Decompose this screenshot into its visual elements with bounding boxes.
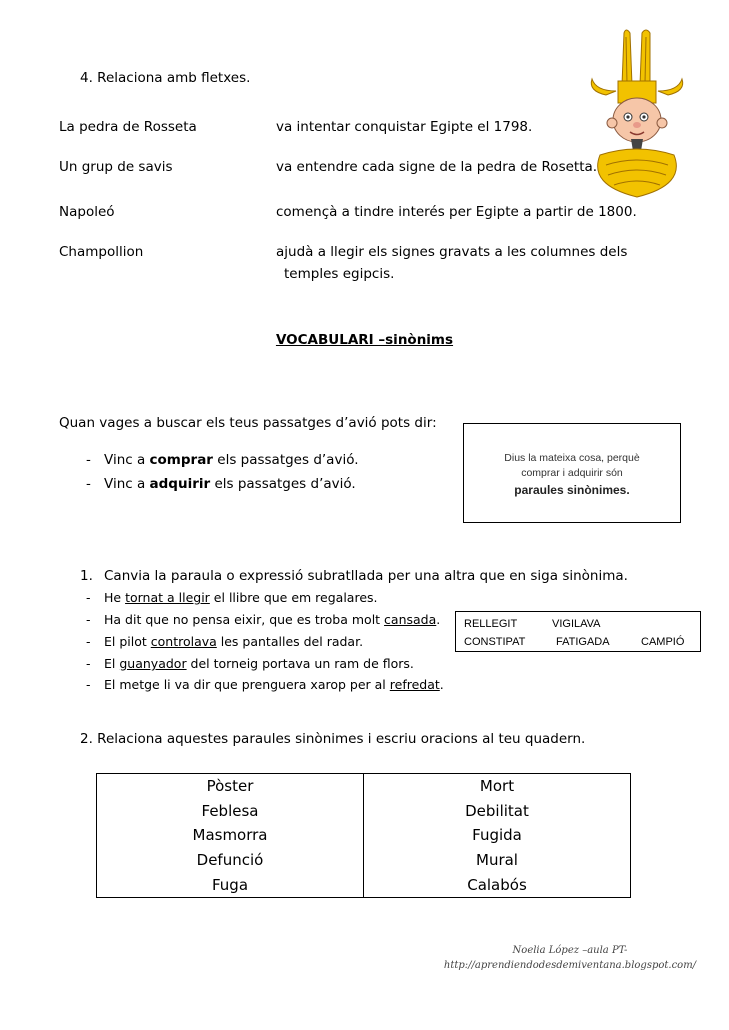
table-cell: Calabós <box>364 872 631 897</box>
table-cell: Mort <box>364 774 631 799</box>
word-bank-box <box>455 611 701 652</box>
bullet: - <box>86 590 91 605</box>
table-cell: Fugida <box>364 823 631 848</box>
bullet: - <box>86 656 91 671</box>
table-cell: Mural <box>364 848 631 873</box>
list-item: El metge li va dir que prenguera xarop per al refredat. <box>104 677 444 692</box>
match-left-item: Champollion <box>59 244 144 260</box>
bullet: - <box>86 677 91 692</box>
exercise4-heading: 4. Relaciona amb fletxes. <box>80 70 251 86</box>
blog-url: http://aprendiendodesdemiventana.blogspot.com/ <box>443 960 697 971</box>
table-cell: Defunció <box>97 848 364 873</box>
section-title: VOCABULARI –sinònims <box>275 332 454 348</box>
table-row <box>97 774 631 799</box>
bullet: - <box>86 634 91 649</box>
match-right-item: ajudà a llegir els signes gravats a les columnes dels <box>276 244 628 260</box>
table-row <box>97 872 631 897</box>
bullet: - <box>86 452 91 468</box>
footer-credit <box>440 943 700 973</box>
word-bank-item: CAMPIÓ <box>641 636 685 648</box>
word-bank-item: FATIGADA <box>556 636 610 648</box>
list-item: El guanyador del torneig portava un ram de flors. <box>104 656 414 671</box>
table-row <box>97 848 631 873</box>
note-line: Dius la mateixa cosa, perquè <box>504 452 640 464</box>
exercise1-number: 1. <box>80 568 93 584</box>
word-bank-item: RELLEGIT <box>464 618 518 630</box>
note-emphasis: paraules sinònimes. <box>514 483 630 497</box>
list-item: He tornat a llegir el llibre que em regalares. <box>104 590 378 605</box>
synonym-table <box>96 773 631 898</box>
bullet: - <box>86 612 91 627</box>
table-cell: Feblesa <box>97 799 364 824</box>
word-bank-item: CONSTIPAT <box>464 636 526 648</box>
table-row <box>97 823 631 848</box>
table-cell: Debilitat <box>364 799 631 824</box>
match-right-item: va intentar conquistar Egipte el 1798. <box>276 119 533 135</box>
table-row <box>97 799 631 824</box>
match-right-item: començà a tindre interés per Egipte a partir de 1800. <box>276 204 637 220</box>
table-cell: Fuga <box>97 872 364 897</box>
exercise2-heading: 2. Relaciona aquestes paraules sinònimes i escriu oracions al teu quadern. <box>80 731 586 747</box>
table-cell: Pòster <box>97 774 364 799</box>
synonym-note-box <box>463 423 681 523</box>
match-right-item: va entendre cada signe de la pedra de Rosetta. <box>276 159 598 175</box>
note-line: comprar i adquirir són <box>521 467 623 479</box>
example-sentence: Vinc a comprar els passatges d’avió. <box>104 452 359 468</box>
author-line: Noelia López –aula PT- <box>512 945 628 956</box>
word-bank-item: VIGILAVA <box>552 618 601 630</box>
list-item: El pilot controlava les pantalles del radar. <box>104 634 364 649</box>
table-cell: Masmorra <box>97 823 364 848</box>
bullet: - <box>86 476 91 492</box>
pharaoh-illustration <box>586 25 690 205</box>
match-right-item-cont: temples egipcis. <box>284 266 395 282</box>
match-left-item: Un grup de savis <box>59 159 173 175</box>
list-item: Ha dit que no pensa eixir, que es troba molt cansada. <box>104 612 441 627</box>
example-sentence: Vinc a adquirir els passatges d’avió. <box>104 476 356 492</box>
vocab-intro: Quan vages a buscar els teus passatges d’avió pots dir: <box>59 415 437 431</box>
match-left-item: Napoleó <box>59 204 115 220</box>
exercise1-heading: Canvia la paraula o expressió subratllada per una altra que en siga sinònima. <box>104 568 628 584</box>
match-left-item: La pedra de Rosseta <box>59 119 197 135</box>
